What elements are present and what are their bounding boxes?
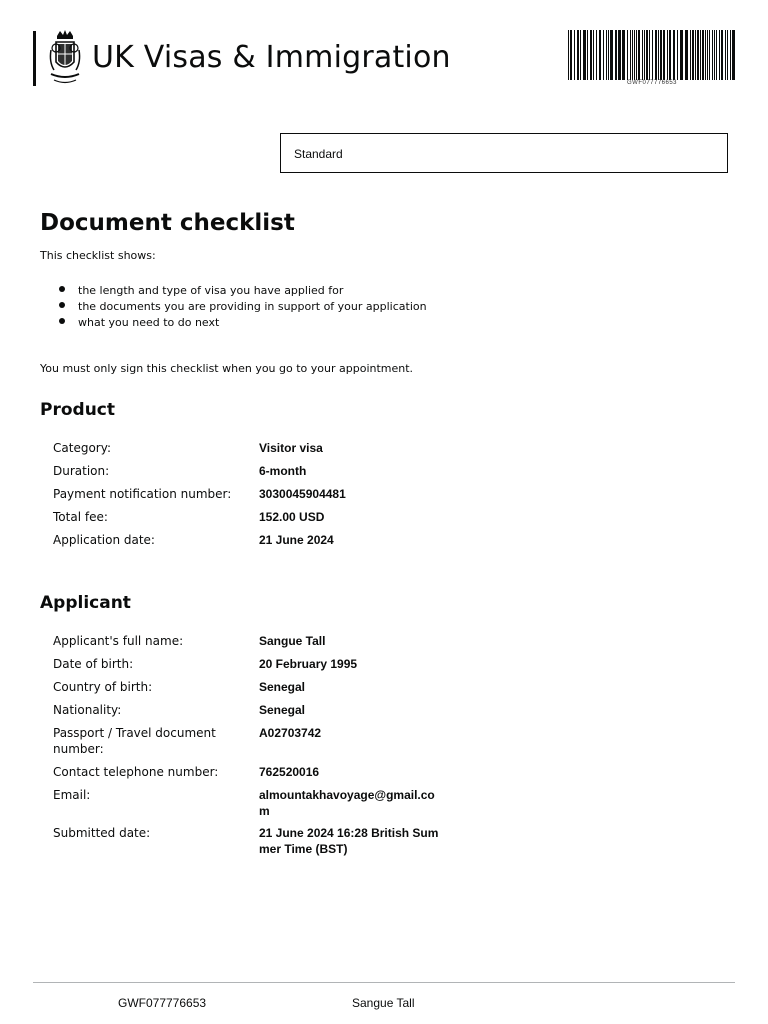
bullet-item xyxy=(56,315,427,331)
checklist-intro: This checklist shows: xyxy=(40,249,156,262)
field-value: 20 February 1995 xyxy=(259,657,358,671)
page-title: Document checklist xyxy=(40,210,295,236)
barcode-bar xyxy=(732,30,735,80)
barcode-bar xyxy=(655,30,657,80)
barcode-bar xyxy=(590,30,592,80)
brand-title: UK Visas & Immigration xyxy=(92,40,451,75)
barcode-bar xyxy=(667,30,668,80)
barcode-bar xyxy=(568,30,569,80)
barcode-bar xyxy=(658,30,659,80)
barcode-bar xyxy=(608,30,609,80)
field-value: Sangue Tall xyxy=(259,634,326,648)
barcode-bar xyxy=(618,30,621,80)
barcode-bar xyxy=(632,30,633,80)
barcode-bar xyxy=(570,30,572,80)
product-heading: Product xyxy=(40,400,115,420)
barcode-bar xyxy=(634,30,635,80)
barcode-bar xyxy=(725,30,726,80)
barcode-bar xyxy=(596,30,597,80)
barcode-bar xyxy=(685,30,688,80)
field-label: Duration: xyxy=(53,464,110,478)
field-value: 3030045904481 xyxy=(259,487,346,501)
barcode-bar xyxy=(677,30,678,80)
bullet-text: the documents you are providing in support of your application xyxy=(78,300,427,313)
footer-applicant-name: Sangue Tall xyxy=(352,996,415,1010)
barcode-bar xyxy=(574,30,575,80)
service-type-box xyxy=(280,133,728,173)
bullet-text: what you need to do next xyxy=(78,316,220,329)
field-label: Total fee: xyxy=(53,510,108,524)
field-value: 6-month xyxy=(259,464,307,478)
barcode-text: GWF077776653 xyxy=(626,80,678,86)
barcode-bar xyxy=(680,30,683,80)
field-label: Applicant's full name: xyxy=(53,634,184,648)
barcode-bar xyxy=(707,30,708,80)
barcode-bar xyxy=(730,30,731,80)
sign-instruction: You must only sign this checklist when you go to your appointment. xyxy=(40,362,414,375)
barcode-bar xyxy=(714,30,715,80)
field-value: 152.00 USD xyxy=(259,510,325,524)
barcode-bar xyxy=(702,30,704,80)
barcode-bar xyxy=(593,30,594,80)
barcode-image xyxy=(566,30,738,80)
field-label: Email: xyxy=(53,788,91,802)
barcode-bar xyxy=(580,30,581,80)
service-type-label: Standard xyxy=(294,147,343,161)
barcode-bar xyxy=(599,30,601,80)
field-label: Submitted date: xyxy=(53,826,151,840)
barcode-bar xyxy=(692,30,694,80)
barcode-bar xyxy=(603,30,604,80)
barcode-bar xyxy=(673,30,675,80)
bullet-dot-icon xyxy=(59,318,65,324)
barcode-bar xyxy=(638,30,640,80)
field-label: Category: xyxy=(53,441,111,455)
bullet-text: the length and type of visa you have applied for xyxy=(78,284,344,297)
barcode-bar xyxy=(721,30,723,80)
field-label: Date of birth: xyxy=(53,657,134,671)
applicant-heading: Applicant xyxy=(40,593,131,613)
barcode-bar xyxy=(690,30,691,80)
barcode-bar xyxy=(712,30,713,80)
barcode-bar xyxy=(663,30,665,80)
bullet-item xyxy=(56,283,427,299)
barcode-bar xyxy=(660,30,662,80)
barcode xyxy=(566,30,738,88)
field-value: Senegal xyxy=(259,680,306,694)
barcode-bar xyxy=(652,30,653,80)
field-label: Application date: xyxy=(53,533,155,547)
barcode-bar xyxy=(700,30,701,80)
field-value: almountakhavoyage@gmail.com xyxy=(259,788,435,818)
barcode-bar xyxy=(646,30,648,80)
barcode-bar xyxy=(583,30,586,80)
field-label: Payment notification number: xyxy=(53,487,232,501)
barcode-bar xyxy=(649,30,650,80)
brand-divider-bar xyxy=(33,31,36,86)
barcode-bar xyxy=(719,30,720,80)
field-label: Nationality: xyxy=(53,703,122,717)
field-value: Visitor visa xyxy=(259,441,323,455)
barcode-bar xyxy=(627,30,628,80)
page-header xyxy=(0,0,768,110)
footer-reference: GWF077776653 xyxy=(118,996,207,1010)
barcode-bar xyxy=(669,30,671,80)
footer-divider xyxy=(33,982,735,983)
barcode-bar xyxy=(642,30,643,80)
barcode-bar xyxy=(709,30,710,80)
field-value: Senegal xyxy=(259,703,306,717)
barcode-bar xyxy=(577,30,579,80)
field-value: A02703742 xyxy=(259,726,322,740)
checklist-bullet-list xyxy=(56,283,427,331)
field-value: 21 June 2024 16:28 British Summer Time (BST) xyxy=(259,826,439,856)
barcode-bar xyxy=(606,30,607,80)
barcode-bar xyxy=(587,30,588,80)
bullet-dot-icon xyxy=(59,286,65,292)
royal-coat-of-arms-icon xyxy=(48,28,82,88)
barcode-bar xyxy=(636,30,637,80)
field-label: Passport / Travel document number: xyxy=(53,726,216,756)
barcode-bar xyxy=(695,30,696,80)
barcode-bar xyxy=(727,30,728,80)
barcode-bar xyxy=(615,30,617,80)
field-label: Contact telephone number: xyxy=(53,765,219,779)
barcode-bar xyxy=(622,30,625,80)
barcode-bar xyxy=(716,30,717,80)
barcode-bar xyxy=(644,30,645,80)
bullet-dot-icon xyxy=(59,302,65,308)
field-value: 762520016 xyxy=(259,765,320,779)
barcode-bar xyxy=(610,30,613,80)
field-value: 21 June 2024 xyxy=(259,533,334,547)
bullet-item xyxy=(56,299,427,315)
barcode-bar xyxy=(697,30,699,80)
barcode-bar xyxy=(705,30,706,80)
field-label: Country of birth: xyxy=(53,680,153,694)
barcode-bar xyxy=(630,30,631,80)
